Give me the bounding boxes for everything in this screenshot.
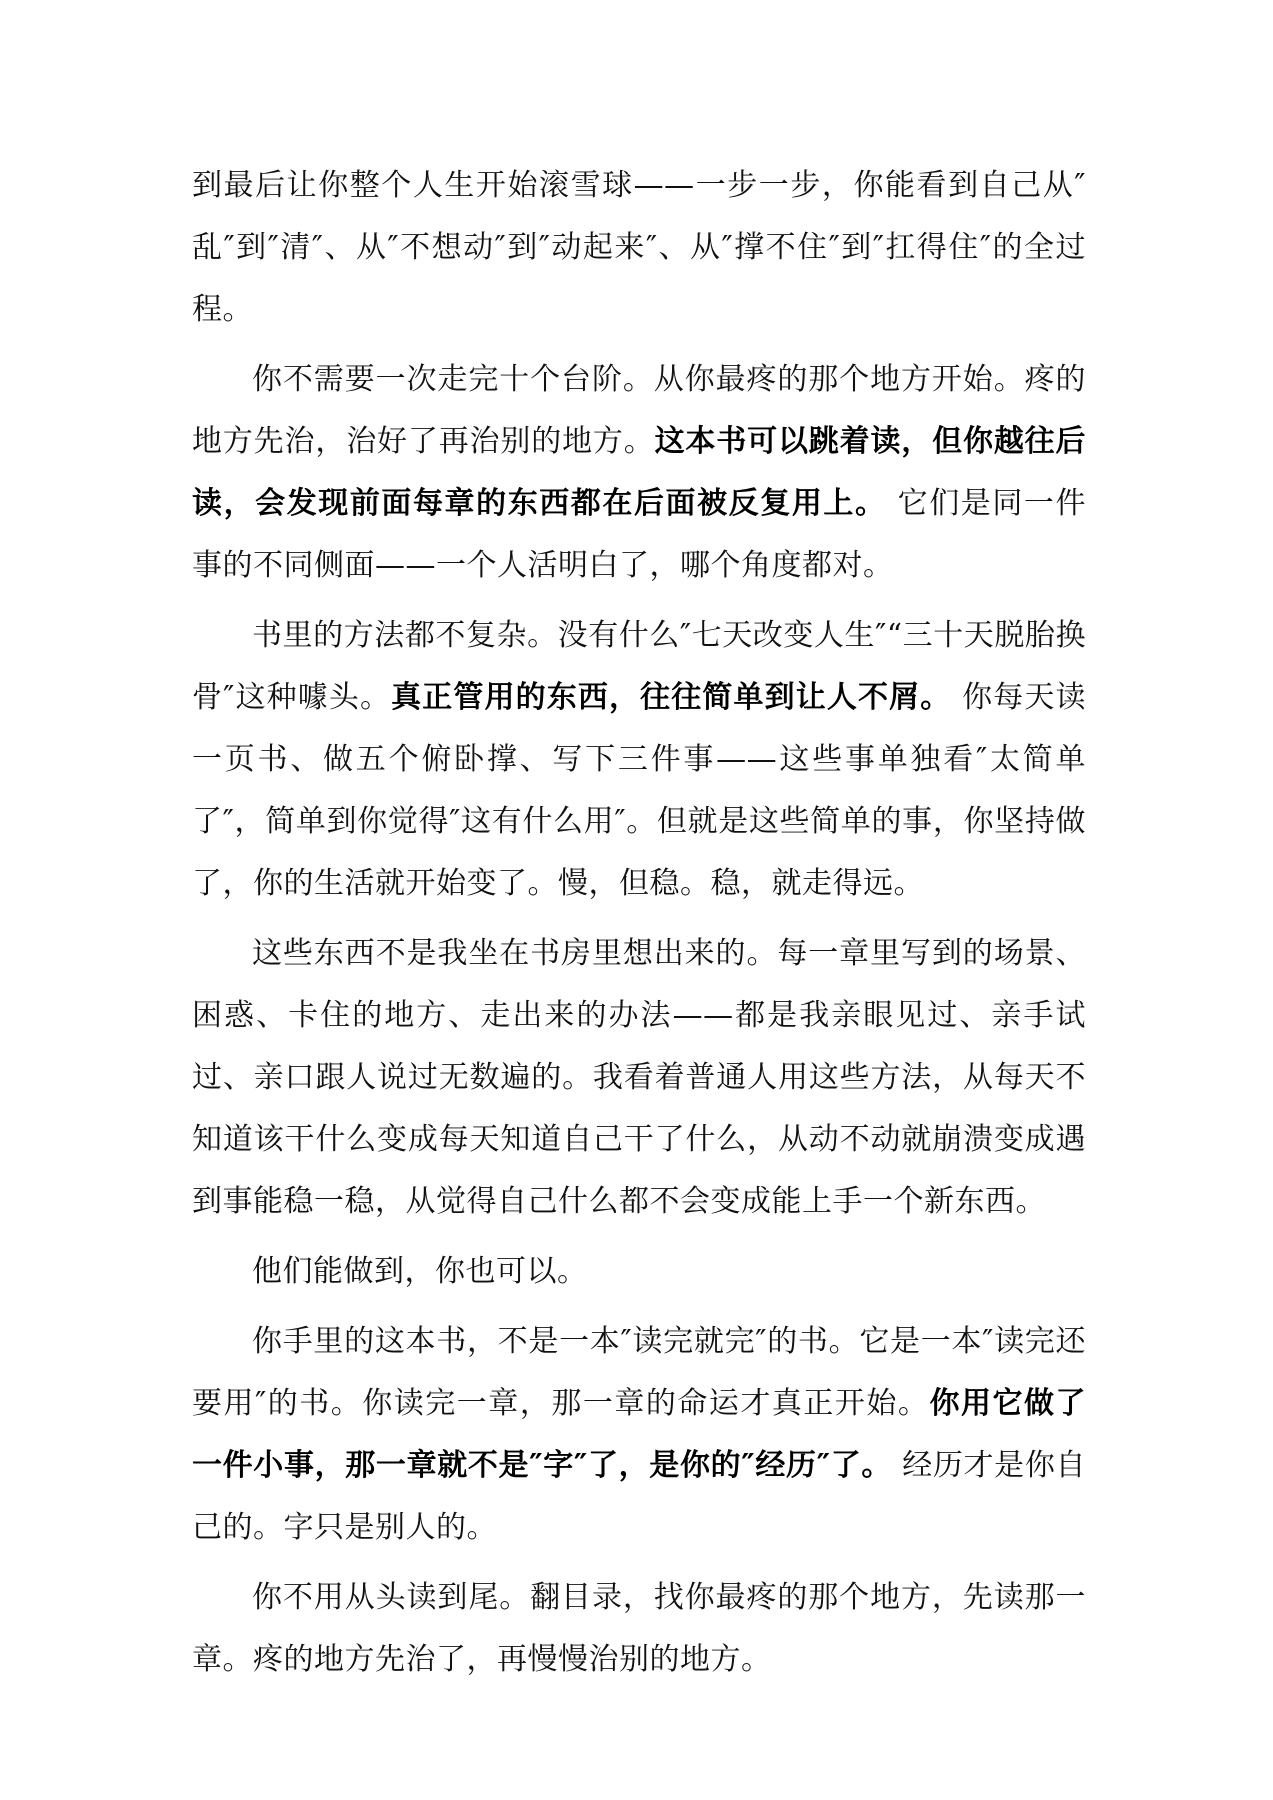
paragraph-text: 你不用从头读到尾。翻目录，找你最疼的那个地方，先读那一章。疼的地方先治了，再慢慢治别的地方。 (192, 1580, 1086, 1677)
paragraph-text: 经历才是你自己的。字只是别人的。 (192, 1448, 1086, 1545)
paragraph-text: 他们能做到，你也可以。 (252, 1254, 588, 1289)
paragraph-text: 你手里的这本书，不是一本″读完就完″的书。它是一本″读完还要用″的书。你读完一章，那一章的命运才真正开始。 (192, 1324, 1086, 1421)
paragraph (192, 349, 1086, 597)
emphasized-text: 真正管用的东西，往往简单到让人不屑。 (391, 680, 952, 715)
paragraph-text: 你不需要一次走完十个台阶。从你最疼的那个地方开始。疼的地方先治，治好了再治别的地方。 (192, 362, 1086, 459)
emphasized-text: 你用它做了一件小事，那一章就不是″字″了，是你的″经历″了。 (192, 1386, 1086, 1483)
paragraph-text: 书里的方法都不复杂。没有什么″七天改变人生″“三十天脱胎换骨″这种噱头。 (192, 618, 1086, 715)
emphasized-text: 这本书可以跳着读，但你越往后读，会发现前面每章的东西都在后面被反复用上。 (192, 424, 1087, 521)
paragraph (192, 923, 1086, 1233)
paragraph (192, 605, 1086, 915)
paragraph-text: 你每天读一页书、做五个俯卧撑、写下三件事——这些事单独看″太简单了″，简单到你觉得″这有什么用″。但就是这些简单的事，你坚持做了，你的生活就开始变了。慢，但稳。稳，就走得远。 (192, 680, 1086, 901)
paragraph-text: 到最后让你整个人生开始滚雪球——一步一步，你能看到自己从″乱″到″清″、从″不想动″到″动起来″、从″撑不住″到″扛得住″的全过程。 (192, 168, 1086, 327)
paragraph (192, 155, 1086, 341)
paragraph-text: 这些东西不是我坐在书房里想出来的。每一章里写到的场景、困惑、卡住的地方、走出来的办法——都是我亲眼见过、亲手试过、亲口跟人说过无数遍的。我看着普通人用这些方法，从每天不知道该干什么变成每天知道自己干了什么，从动不动就崩溃变成遇到事能稳一稳，从觉得自己什么都不会变成能上手一个新东西。 (192, 936, 1086, 1219)
body-text (192, 155, 1086, 1699)
paragraph (192, 1241, 1086, 1303)
paragraph-text: 它们是同一件事的不同侧面——一个人活明白了，哪个角度都对。 (192, 486, 1087, 583)
paragraph (192, 1567, 1086, 1691)
paragraph (192, 1311, 1086, 1559)
